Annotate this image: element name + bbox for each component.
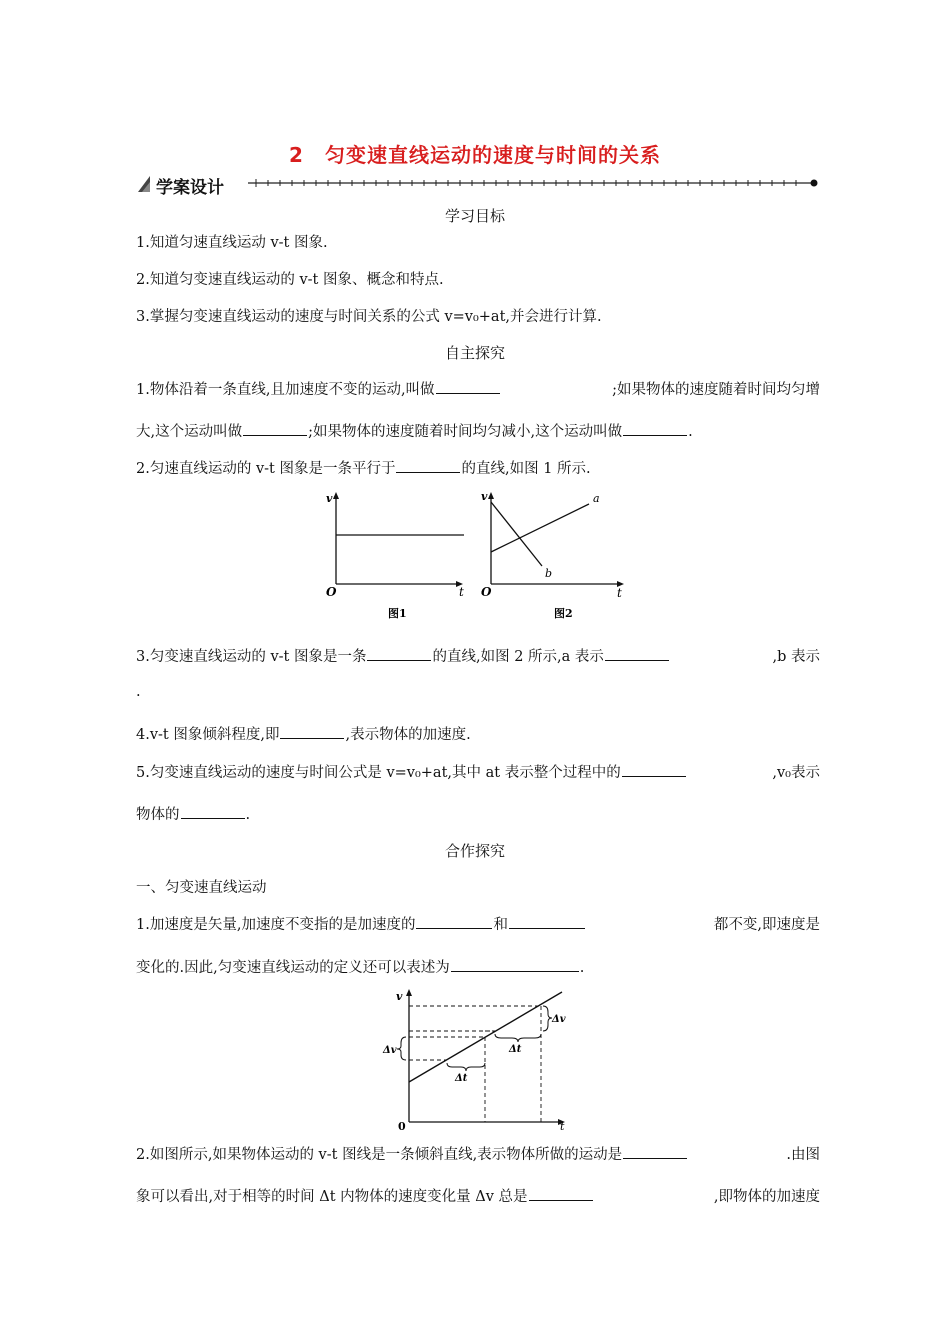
fig2-origin-label: O bbox=[481, 585, 492, 599]
goal-item: 3.掌握匀变速直线运动的速度与时间关系的公式 v=v₀+at,并会进行计算. bbox=[136, 309, 602, 325]
fig2-line-b bbox=[491, 502, 542, 566]
answer-blank bbox=[529, 1186, 593, 1201]
q5-text-c: 物体的 bbox=[136, 807, 180, 823]
q3-text-d: . bbox=[136, 684, 141, 700]
answer-blank bbox=[622, 762, 686, 777]
q1-text-e: . bbox=[688, 424, 693, 440]
fig2-t-label: t bbox=[617, 586, 622, 600]
answer-blank bbox=[451, 957, 579, 972]
fig3-origin-label: 0 bbox=[398, 1120, 406, 1132]
question-1-line-2 bbox=[136, 420, 820, 441]
self-study-heading: 自主探究 bbox=[444, 344, 505, 362]
fig3-t-label: t bbox=[560, 1120, 565, 1132]
answer-blank bbox=[280, 724, 344, 739]
fig3-dt-brace-left bbox=[447, 1063, 485, 1071]
q1-text-c: 大,这个运动叫做 bbox=[136, 424, 243, 440]
fig1-origin-label: O bbox=[326, 585, 337, 599]
goal-item: 2.知道匀变速直线运动的 v-t 图象、概念和特点. bbox=[136, 272, 444, 288]
answer-blank bbox=[623, 1144, 687, 1159]
q3-text-c: ,b 表示 bbox=[772, 649, 820, 665]
banner-label: 学案设计 bbox=[156, 178, 224, 198]
figure-3-graph bbox=[382, 984, 578, 1132]
fig2-b-label: b bbox=[545, 567, 553, 580]
q4-text-a: 4.v-t 图象倾斜程度,即 bbox=[136, 727, 280, 743]
coop-question-1-line-2 bbox=[136, 956, 820, 977]
figure-2-graph bbox=[476, 488, 628, 623]
coop-question-2-line-1 bbox=[136, 1143, 820, 1164]
fig3-dt-label-right: Δt bbox=[509, 1044, 522, 1055]
question-5-line-2 bbox=[136, 803, 820, 824]
fig3-dt-label-left: Δt bbox=[455, 1073, 468, 1084]
question-2 bbox=[136, 457, 820, 478]
q3-text-a: 3.匀变速直线运动的 v-t 图象是一条 bbox=[136, 649, 367, 665]
answer-blank bbox=[436, 379, 500, 394]
q2-text-b: 的直线,如图 1 所示. bbox=[461, 461, 591, 477]
answer-blank bbox=[416, 914, 492, 929]
c1-text-c: 都不变,即速度是 bbox=[713, 917, 820, 933]
answer-blank bbox=[396, 458, 460, 473]
coop-heading: 合作探究 bbox=[444, 842, 505, 860]
fig2-a-label: a bbox=[593, 492, 600, 505]
answer-blank bbox=[367, 646, 431, 661]
question-1-line-1 bbox=[136, 378, 820, 399]
c2-text-b: .由图 bbox=[786, 1147, 820, 1163]
c2-text-c: 象可以看出,对于相等的时间 Δt 内物体的速度变化量 Δv 总是 bbox=[136, 1189, 528, 1205]
goals-heading: 学习目标 bbox=[444, 207, 505, 225]
answer-blank bbox=[623, 421, 687, 436]
goal-item: 1.知道匀速直线运动 v-t 图象. bbox=[136, 235, 328, 251]
fig2-v-arrow bbox=[488, 492, 494, 499]
q1-text-a: 1.物体沿着一条直线,且加速度不变的运动,叫做 bbox=[136, 382, 435, 398]
page-title: 2 匀变速直线运动的速度与时间的关系 bbox=[289, 143, 661, 167]
q4-text-b: ,表示物体的加速度. bbox=[345, 727, 471, 743]
c1-text-d: 变化的.因此,匀变速直线运动的定义还可以表述为 bbox=[136, 960, 450, 976]
q3-text-b: 的直线,如图 2 所示,a 表示 bbox=[432, 649, 604, 665]
fig2-line-a bbox=[491, 504, 589, 552]
fig1-v-label: v bbox=[326, 492, 333, 505]
fig3-dv-label-left: Δv bbox=[383, 1045, 397, 1056]
answer-blank bbox=[605, 646, 669, 661]
section-banner bbox=[136, 172, 820, 196]
c1-text-a: 1.加速度是矢量,加速度不变指的是加速度的 bbox=[136, 917, 416, 933]
q5-text-b: ,v₀表示 bbox=[772, 765, 820, 781]
fig2-caption: 图2 bbox=[554, 607, 573, 620]
answer-blank bbox=[509, 914, 585, 929]
fig3-dv-label-right: Δv bbox=[552, 1014, 566, 1025]
answer-blank bbox=[181, 804, 245, 819]
c2-text-a: 2.如图所示,如果物体运动的 v-t 图线是一条倾斜直线,表示物体所做的运动是 bbox=[136, 1147, 623, 1163]
fig3-v-arrow bbox=[406, 989, 412, 996]
answer-blank bbox=[243, 421, 307, 436]
fig3-v-label: v bbox=[396, 990, 403, 1003]
fig3-dv-brace-left bbox=[397, 1037, 406, 1060]
fig2-v-label: v bbox=[481, 490, 488, 503]
banner-decoration bbox=[136, 172, 820, 196]
fig1-t-label: t bbox=[459, 585, 464, 599]
coop-question-1-line-1 bbox=[136, 913, 820, 934]
coop-question-2-line-2 bbox=[136, 1185, 820, 1206]
fig1-v-arrow bbox=[333, 492, 339, 499]
fig1-caption: 图1 bbox=[388, 607, 407, 620]
coop-subheading: 一、匀变速直线运动 bbox=[136, 880, 267, 896]
q5-text-d: . bbox=[245, 807, 251, 823]
fig3-dt-brace-right bbox=[495, 1034, 541, 1042]
c1-text-e: . bbox=[579, 960, 585, 976]
q5-text-a: 5.匀变速直线运动的速度与时间公式是 v=v₀+at,其中 at 表示整个过程中的 bbox=[136, 765, 621, 781]
c2-text-d: ,即物体的加速度 bbox=[713, 1189, 820, 1205]
question-3-line-1 bbox=[136, 645, 820, 666]
q1-text-b: ;如果物体的速度随着时间均匀增 bbox=[612, 382, 820, 398]
c1-text-b: 和 bbox=[493, 917, 508, 933]
fig3-dv-brace-right bbox=[543, 1006, 552, 1031]
q2-text-a: 2.匀速直线运动的 v-t 图象是一条平行于 bbox=[136, 461, 396, 477]
fig3-guide-lines bbox=[409, 1006, 541, 1122]
question-5-line-1 bbox=[136, 761, 820, 782]
question-4 bbox=[136, 723, 820, 744]
figure-1-graph bbox=[318, 488, 470, 623]
q1-text-d: ;如果物体的速度随着时间均匀减小,这个运动叫做 bbox=[308, 424, 623, 440]
